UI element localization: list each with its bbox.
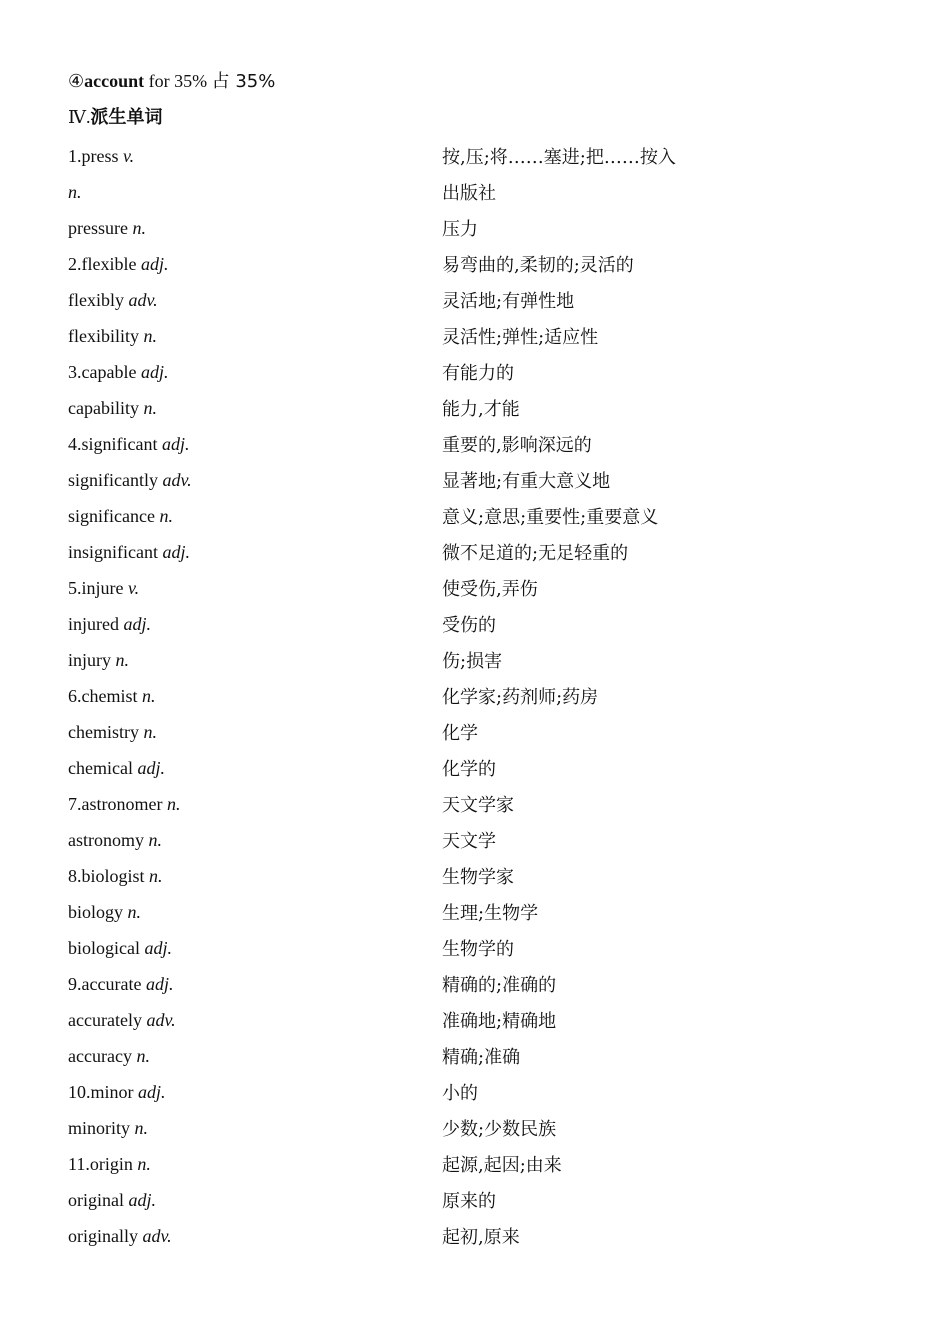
entry-word: significance [68,505,155,526]
part-of-speech: n. [68,181,82,202]
entry-word: origin [89,1153,133,1174]
vocab-row [68,966,888,1002]
part-of-speech: n. [132,217,146,238]
entry-number: 4. [68,433,82,454]
part-of-speech: adj. [144,937,172,958]
vocab-row [68,606,888,642]
entry-number: 9. [68,973,82,994]
entry-meaning: 化学的 [442,759,496,780]
vocab-term [68,1046,442,1067]
part-of-speech: adv. [162,469,192,490]
entry-word: accurately [68,1009,142,1030]
vocab-row [68,1038,888,1074]
entry-meaning: 使受伤,弄伤 [442,579,538,600]
entry-meaning: 出版社 [442,183,496,204]
entry-word: biological [68,937,140,958]
part-of-speech: adj. [140,253,169,274]
vocab-row [68,570,888,606]
vocab-row [68,786,888,822]
entry-word: biology [68,901,124,922]
vocab-row [68,462,888,498]
vocab-term [68,542,442,563]
part-of-speech: n. [115,649,129,670]
vocab-row [68,642,888,678]
entry-meaning: 精确的;准确的 [442,975,557,996]
entry-meaning: 能力,才能 [442,399,520,420]
vocab-term [68,254,442,275]
vocab-term [68,362,442,383]
vocab-term [68,398,442,419]
vocab-term [68,434,442,455]
part-of-speech: adv. [142,1225,172,1246]
vocab-term [68,1154,442,1175]
vocab-term [68,290,442,311]
part-of-speech: n. [149,865,163,886]
entry-word: significant [81,433,158,454]
entry-number: 3. [68,361,82,382]
entry-word: astronomy [68,829,144,850]
entry-word: injury [68,649,111,670]
vocab-row [68,318,888,354]
vocab-term [68,1082,442,1103]
entry-meaning: 化学 [442,723,478,744]
part-of-speech: adj. [138,1081,166,1102]
entry-word: pressure [68,217,128,238]
entry-meaning: 有能力的 [442,363,514,384]
vocab-term [68,902,442,923]
entry-word: chemist [81,685,138,706]
entry-meaning: 原来的 [442,1191,496,1212]
part-of-speech: adj. [161,433,190,454]
entry-meaning: 精确;准确 [442,1047,521,1068]
vocab-term [68,146,442,167]
vocab-row [68,282,888,318]
phrase-rest: for 35% [144,71,212,91]
part-of-speech: adj. [137,757,165,778]
entry-meaning: 按,压;将……塞进;把……按入 [442,147,676,168]
entry-word: biologist [81,865,145,886]
part-of-speech: adv. [146,1009,176,1030]
vocab-term [68,470,442,491]
part-of-speech: n. [148,829,162,850]
part-of-speech: n. [143,325,157,346]
entry-meaning: 准确地;精确地 [442,1011,557,1032]
part-of-speech: n. [136,1045,150,1066]
vocab-term [68,974,442,995]
vocab-row [68,822,888,858]
vocab-term [68,794,442,815]
vocab-row [68,714,888,750]
part-of-speech: n. [142,685,156,706]
vocab-term [68,830,442,851]
section-heading [68,102,888,132]
vocab-row [68,174,888,210]
vocab-term [68,866,442,887]
entry-meaning: 重要的,影响深远的 [442,435,592,456]
entry-word: capable [81,361,137,382]
part-of-speech: n. [159,505,173,526]
part-of-speech: n. [143,397,157,418]
vocab-term [68,1118,442,1139]
part-of-speech: adj. [128,1189,157,1210]
vocab-row [68,894,888,930]
part-of-speech: v. [128,577,140,598]
vocab-row [68,426,888,462]
entry-number: 11. [68,1153,90,1174]
entry-word: capability [68,397,139,418]
circled-number: ④ [68,71,85,91]
entry-word: flexible [81,253,137,274]
vocab-term [68,218,442,239]
vocab-term [68,758,442,779]
entry-meaning: 灵活性;弹性;适应性 [442,327,599,348]
entry-meaning: 少数;少数民族 [442,1119,557,1140]
entry-number: 6. [68,685,82,706]
vocab-row [68,1110,888,1146]
entry-meaning: 压力 [442,219,478,240]
phrase-meaning: 占 35% [211,71,276,92]
entry-number: 2. [68,253,82,274]
vocab-row [68,210,888,246]
entry-word: flexibility [68,325,139,346]
entry-meaning: 意义;意思;重要性;重要意义 [442,507,659,528]
vocab-term [68,614,442,635]
entry-word: original [68,1189,124,1210]
vocab-row [68,354,888,390]
section-numeral: Ⅳ. [68,107,91,127]
entry-word: injure [81,577,124,598]
entry-word: minor [90,1081,134,1102]
entry-word: injured [68,613,119,634]
part-of-speech: n. [143,721,157,742]
vocab-term [68,1226,442,1247]
phrase-keyword: account [84,71,145,91]
entry-word: chemical [68,757,133,778]
phrase-line [68,66,888,96]
entry-word: accurate [81,973,142,994]
entry-meaning: 生物学的 [442,939,514,960]
entry-meaning: 天文学家 [442,795,514,816]
part-of-speech: adj. [123,613,152,634]
entry-word: significantly [68,469,158,490]
entry-meaning: 生理;生物学 [442,903,539,924]
part-of-speech: adv. [128,289,158,310]
vocab-row [68,1002,888,1038]
entry-meaning: 伤;损害 [442,651,503,672]
entry-word: astronomer [81,793,163,814]
part-of-speech: adj. [145,973,174,994]
entry-word: chemistry [68,721,139,742]
vocab-row [68,246,888,282]
entry-word: insignificant [68,541,158,562]
entry-number: 5. [68,577,82,598]
entry-word: accuracy [68,1045,132,1066]
entry-word: minority [68,1117,130,1138]
part-of-speech: n. [134,1117,148,1138]
vocab-row [68,498,888,534]
part-of-speech: n. [127,901,142,922]
entry-word: flexibly [68,289,124,310]
document-page [68,66,888,1254]
part-of-speech: n. [166,793,181,814]
entry-number: 8. [68,865,82,886]
entry-word: press [81,145,119,166]
vocab-term [68,578,442,599]
entry-number: 10. [68,1081,91,1102]
vocab-row [68,930,888,966]
vocab-term [68,326,442,347]
vocab-row [68,138,888,174]
part-of-speech: adj. [140,361,169,382]
vocab-row [68,1074,888,1110]
entry-meaning: 易弯曲的,柔韧的;灵活的 [442,255,634,276]
vocab-row [68,390,888,426]
part-of-speech: adj. [162,541,190,562]
entry-meaning: 天文学 [442,831,496,852]
vocab-row [68,678,888,714]
vocab-row [68,1182,888,1218]
part-of-speech: v. [123,145,135,166]
vocab-term [68,1010,442,1031]
vocab-term [68,1190,442,1211]
entry-meaning: 微不足道的;无足轻重的 [442,543,629,564]
entry-word: originally [68,1225,138,1246]
vocab-row [68,534,888,570]
entry-meaning: 起初,原来 [442,1227,520,1248]
vocab-row [68,1146,888,1182]
entry-meaning: 化学家;药剂师;药房 [442,687,599,708]
vocab-term [68,182,442,203]
section-title: 派生单词 [90,107,163,128]
entry-meaning: 显著地;有重大意义地 [442,471,611,492]
entry-meaning: 受伤的 [442,615,496,636]
vocab-term [68,722,442,743]
entry-meaning: 小的 [442,1083,478,1104]
vocab-row [68,858,888,894]
entry-number: 7. [68,793,82,814]
entry-meaning: 灵活地;有弹性地 [442,291,575,312]
vocabulary-list [68,138,888,1254]
vocab-term [68,506,442,527]
entry-number: 1. [68,145,82,166]
entry-meaning: 起源,起因;由来 [442,1155,562,1176]
vocab-row [68,1218,888,1254]
vocab-term [68,650,442,671]
vocab-term [68,938,442,959]
vocab-term [68,686,442,707]
part-of-speech: n. [137,1153,151,1174]
vocab-row [68,750,888,786]
entry-meaning: 生物学家 [442,867,514,888]
